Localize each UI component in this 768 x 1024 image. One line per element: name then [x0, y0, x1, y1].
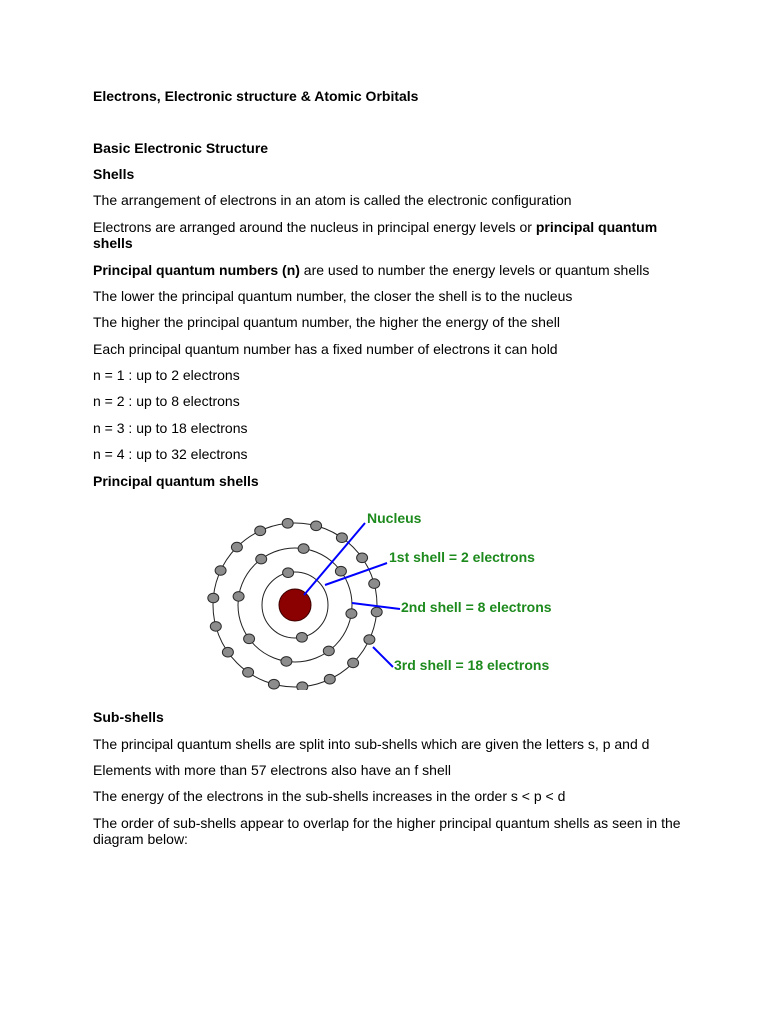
electron-shell-2 — [298, 544, 309, 554]
electron-shell-1 — [296, 633, 307, 643]
electron-shell-3 — [222, 647, 233, 657]
electron-shell-3 — [348, 658, 359, 668]
electron-shell-3 — [369, 579, 380, 589]
n-value-item: n = 2 : up to 8 electrons — [93, 393, 240, 409]
paragraph-overlap: The order of sub-shells appear to overlap for the higher principal quantum shells as seen in the diagram below: — [93, 815, 681, 847]
electron-shell-3 — [364, 635, 375, 645]
atom-diagram-svg — [200, 505, 580, 690]
atom-shell-diagram — [200, 505, 580, 690]
shell3-label: 3rd shell = 18 electrons — [394, 657, 550, 673]
paragraph-split: The principal quantum shells are split into sub-shells which are given the letters s, p and d — [93, 736, 650, 752]
paragraph-quantum-numbers-bold: Principal quantum numbers (n) — [93, 262, 300, 278]
electron-shell-3 — [371, 607, 382, 617]
electron-shell-3 — [282, 519, 293, 529]
paragraph-arranged-text: Electrons are arranged around the nucleus in principal energy levels or — [93, 219, 536, 235]
paragraph-higher: The higher the principal quantum number, the higher the energy of the shell — [93, 314, 560, 330]
electron-shell-3 — [255, 526, 266, 536]
electron-shell-3 — [208, 593, 219, 603]
electron-shell-3 — [210, 622, 221, 632]
subshells-heading: Sub-shells — [93, 709, 164, 725]
pointer-lines — [304, 523, 400, 667]
electron-shell-2 — [323, 646, 334, 656]
electron-shell-3 — [336, 533, 347, 543]
electron-shell-3 — [311, 521, 322, 531]
paragraph-f-shell: Elements with more than 57 electrons also have an f shell — [93, 762, 451, 778]
electron-shell-2 — [244, 634, 255, 644]
paragraph-quantum-numbers — [93, 262, 683, 278]
electron-shell-2 — [346, 609, 357, 619]
n-value-item: n = 4 : up to 32 electrons — [93, 446, 248, 462]
paragraph-configuration: The arrangement of electrons in an atom is called the electronic configuration — [93, 192, 572, 208]
electron-shell-2 — [233, 592, 244, 602]
electron-shell-3 — [215, 566, 226, 576]
electron-shell-3 — [324, 674, 335, 684]
shell2-label: 2nd shell = 8 electrons — [401, 599, 552, 615]
n-value-item: n = 1 : up to 2 electrons — [93, 367, 240, 383]
electron-shell-2 — [256, 554, 267, 564]
paragraph-lower: The lower the principal quantum number, the closer the shell is to the nucleus — [93, 288, 573, 304]
shell1-label: 1st shell = 2 electrons — [389, 549, 535, 565]
shell3-pointer — [373, 647, 393, 667]
electron-shell-2 — [335, 566, 346, 576]
electron-shell-3 — [297, 682, 308, 690]
paragraph-fixed: Each principal quantum number has a fixed number of electrons it can hold — [93, 341, 558, 357]
electron-shell-1 — [283, 568, 294, 578]
electron-shell-3 — [357, 553, 368, 563]
paragraph-quantum-numbers-text: are used to number the energy levels or quantum shells — [299, 262, 650, 278]
electron-shell-3 — [243, 668, 254, 678]
n-value-item: n = 3 : up to 18 electrons — [93, 420, 248, 436]
paragraph-energy-order: The energy of the electrons in the sub-shells increases in the order s < p < d — [93, 788, 566, 804]
paragraph-arranged — [93, 219, 683, 251]
section-heading: Basic Electronic Structure — [93, 140, 269, 156]
paragraph-arranged-bold: principal quantum shells — [93, 219, 658, 251]
electron-shell-2 — [281, 657, 292, 667]
electron-shell-3 — [268, 679, 279, 689]
pqs-heading: Principal quantum shells — [93, 473, 259, 489]
nucleus-pointer — [304, 523, 365, 595]
document-title: Electrons, Electronic structure & Atomic Orbitals — [93, 88, 419, 104]
shells-heading: Shells — [93, 166, 135, 182]
nucleus-label: Nucleus — [367, 510, 422, 526]
electron-shell-3 — [231, 542, 242, 552]
